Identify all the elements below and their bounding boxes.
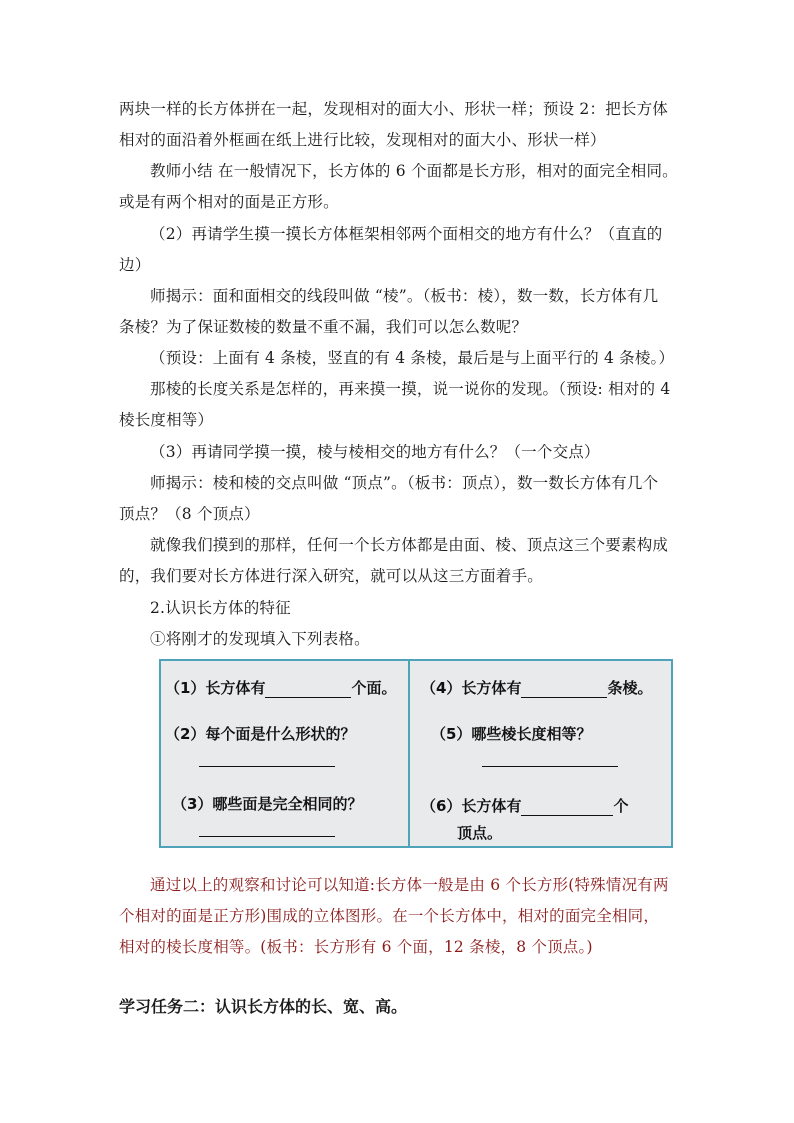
answer-blank-3[interactable]	[199, 836, 335, 837]
paragraph-line: 那棱的长度关系是怎样的，再来摸一摸，说一说你的发现。（预设: 相对的 4	[150, 380, 671, 398]
conclusion-line: 通过以上的观察和讨论可以知道:长方体一般是由 6 个长方形(特殊情况有两	[150, 876, 669, 894]
paragraph-line: 师揭示：面和面相交的线段叫做 “棱”。（板书：棱），数一数，长方体有几	[150, 287, 659, 305]
question-6-prefix: （6）长方体有	[421, 797, 522, 815]
question-6-suffix: 个	[613, 797, 629, 815]
paragraph-line: 相对的面沿着外框画在纸上进行比较，发现相对的面大小、形状一样）	[119, 131, 606, 149]
question-1-prefix: （1）长方体有	[165, 679, 266, 697]
paragraph-line: （预设：上面有 4 条棱，竖直的有 4 条棱，最后是与上面平行的 4 条棱。）	[150, 349, 675, 367]
question-4-prefix: （4）长方体有	[421, 679, 522, 697]
paragraph-line: （2）再请学生摸一摸长方体框架相邻两个面相交的地方有什么？（直直的	[150, 225, 663, 243]
question-6	[421, 795, 628, 816]
instruction-line: ①将刚才的发现填入下列表格。	[150, 630, 370, 648]
question-4	[421, 677, 652, 698]
table-divider	[408, 661, 410, 846]
answer-blank-6[interactable]	[521, 801, 613, 816]
paragraph-line: 的，我们要对长方体进行深入研究，就可以从这三方面着手。	[119, 567, 543, 585]
question-1-suffix: 个面。	[351, 679, 397, 697]
fill-in-table	[159, 659, 673, 848]
answer-blank-2[interactable]	[199, 766, 335, 767]
question-1	[165, 677, 396, 698]
conclusion-line: 个相对的面是正方形)围成的立体图形。在一个长方体中，相对的面完全相同，	[119, 907, 660, 925]
conclusion-line: 相对的棱长度相等。(板书：长方形有 6 个面，12 条棱，8 个顶点。)	[119, 938, 593, 956]
paragraph-line: 条棱？为了保证数棱的数量不重不漏，我们可以怎么数呢？	[119, 318, 528, 336]
paragraph-line: 教师小结 在一般情况下，长方体的 6 个面都是长方形，相对的面完全相同。	[150, 162, 678, 180]
answer-blank-5[interactable]	[482, 766, 618, 767]
answer-blank-4[interactable]	[521, 683, 607, 698]
task-heading: 学习任务二：认识长方体的长、宽、高。	[119, 997, 408, 1016]
paragraph-line: 棱长度相等）	[119, 411, 214, 429]
paragraph-line: （3）再请同学摸一摸，棱与棱相交的地方有什么？（一个交点）	[150, 443, 600, 461]
question-4-suffix: 条棱。	[607, 679, 653, 697]
paragraph-line: 顶点？（8 个顶点）	[119, 505, 260, 523]
question-3: （3）哪些面是完全相同的？	[172, 795, 363, 813]
paragraph-line: 两块一样的长方体拼在一起，发现相对的面大小、形状一样；预设 2：把长方体	[119, 100, 668, 118]
question-5: （5）哪些棱长度相等？	[431, 725, 592, 743]
question-2: （2）每个面是什么形状的？	[165, 725, 356, 743]
paragraph-line: 师揭示：棱和棱的交点叫做 “顶点”。（板书：顶点），数一数长方体有几个	[150, 474, 659, 492]
answer-blank-1[interactable]	[265, 683, 351, 698]
paragraph-line: 或是有两个相对的面是正方形。	[119, 193, 339, 211]
section-subtitle: 2.认识长方体的特征	[150, 599, 291, 617]
paragraph-line: 就像我们摸到的那样，任何一个长方体都是由面、棱、顶点这三个要素构成	[150, 536, 669, 554]
paragraph-line: 边）	[119, 256, 151, 274]
question-6-line2: 顶点。	[457, 824, 503, 842]
